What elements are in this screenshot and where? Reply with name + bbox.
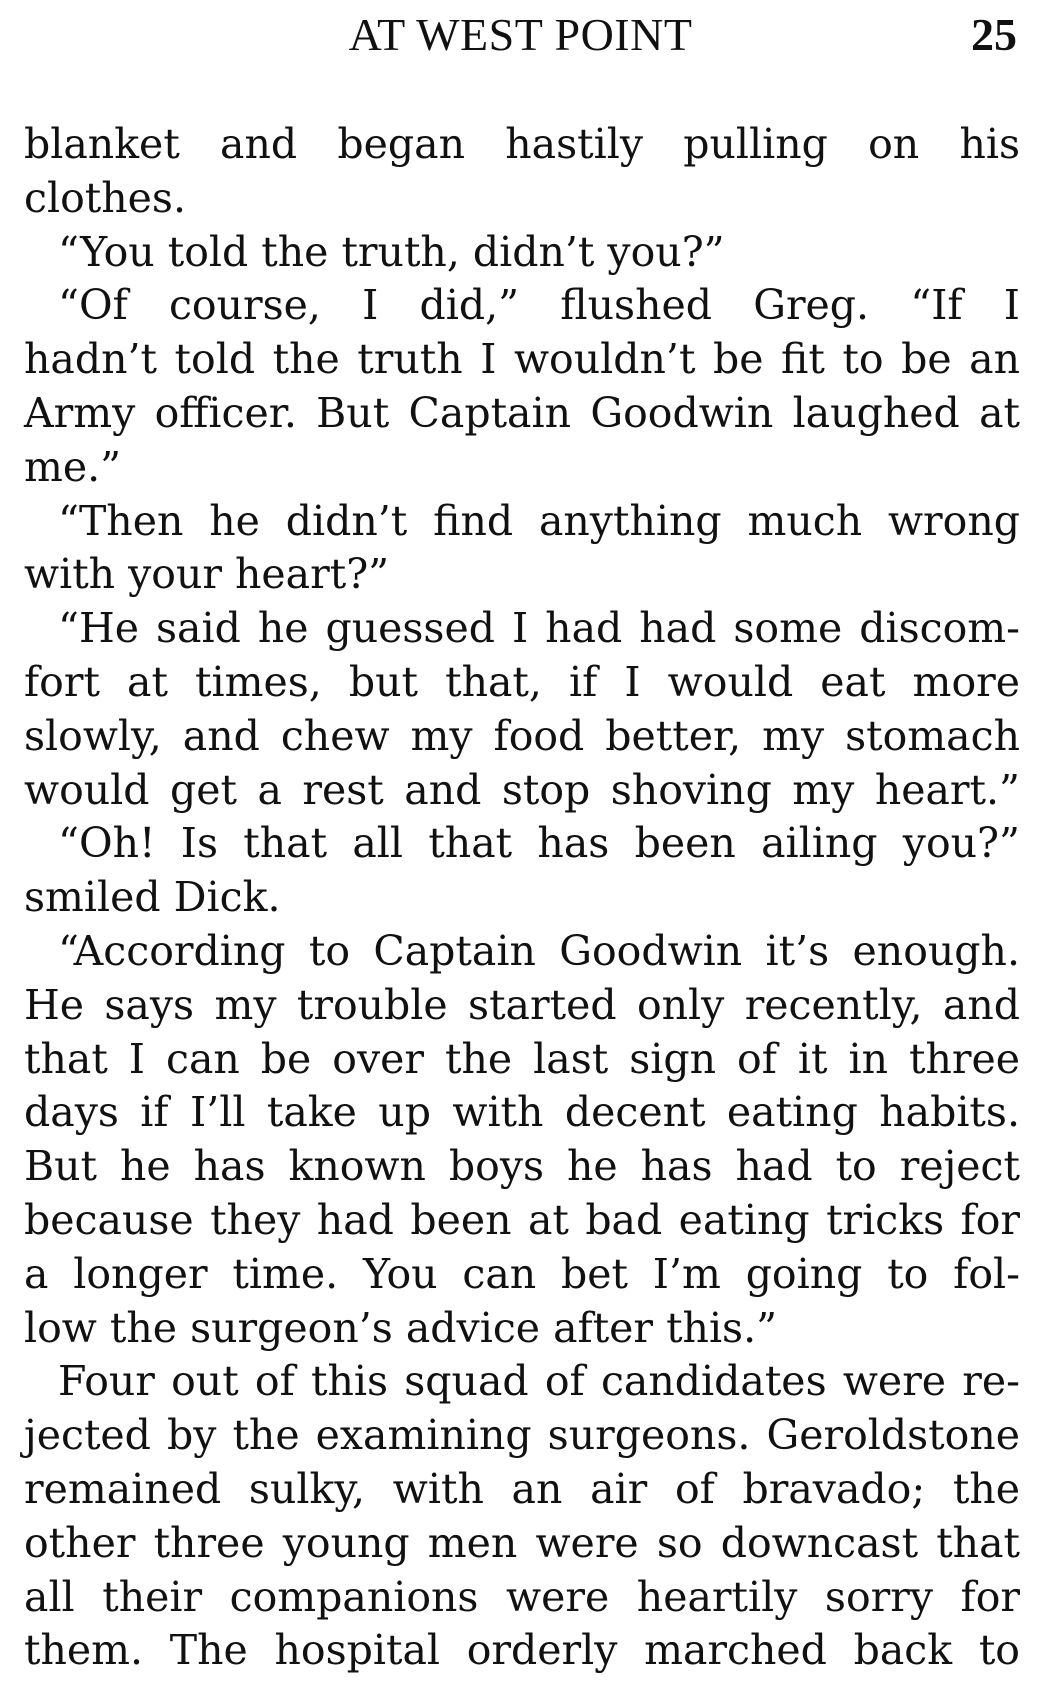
text-line: me.” [24,442,122,491]
text-line: “Oh! Is that all that has been ailing you?” [58,819,1020,868]
page-header [20,8,1021,68]
text-line: days if I’ll take up with decent eating habits. [24,1088,1020,1137]
text-line: Four out of this squad of candidates were re- [58,1357,1020,1406]
text-line: remained sulky, with an air of bravado; the [24,1464,1020,1513]
text-line: because they had been at bad eating tricks for [24,1195,1020,1244]
text-line: blanket and began hastily pulling on his [24,120,1020,168]
text-line: “Then he didn’t find anything much wrong [58,496,1020,545]
text-line: hadn’t told the truth I wouldn’t be fit to be an [24,335,1020,384]
text-line: a longer time. You can bet I’m going to fol- [24,1249,1020,1298]
text-line: “Of course, I did,” flushed Greg. “If I [58,281,1020,330]
text-line: slowly, and chew my food better, my stomach [24,711,1020,760]
text-line: He says my trouble started only recently, and [24,980,1020,1029]
text-line: Army officer. But Captain Goodwin laughed at [24,388,1020,437]
text-line: “He said he guessed I had had some discom- [58,604,1020,653]
text-line: would get a rest and stop shoving my heart.” [24,765,1020,814]
text-line: jected by the examining surgeons. Geroldstone [24,1411,1020,1460]
text-line: low the surgeon’s advice after this.” [24,1303,778,1352]
text-line: fort at times, but that, if I would eat more [24,657,1020,706]
text-line: clothes. [24,173,186,222]
text-line: smiled Dick. [24,873,281,922]
text-line: them. The hospital orderly marched back to [24,1626,1020,1675]
text-line: other three young men were so downcast that [24,1518,1020,1567]
text-line: But he has known boys he has had to reject [24,1142,1020,1191]
text-line: with your heart?” [24,550,390,599]
body-text [24,118,1020,1678]
page-number: 25 [971,9,1017,60]
text-line: that I can be over the last sign of it in three [24,1034,1020,1083]
text-line: all their companions were heartily sorry for [24,1572,1020,1621]
text-line: “According to Captain Goodwin it’s enough. [58,926,1020,975]
running-head: AT WEST POINT [348,9,693,60]
text-line: “You told the truth, didn’t you?” [58,227,725,276]
